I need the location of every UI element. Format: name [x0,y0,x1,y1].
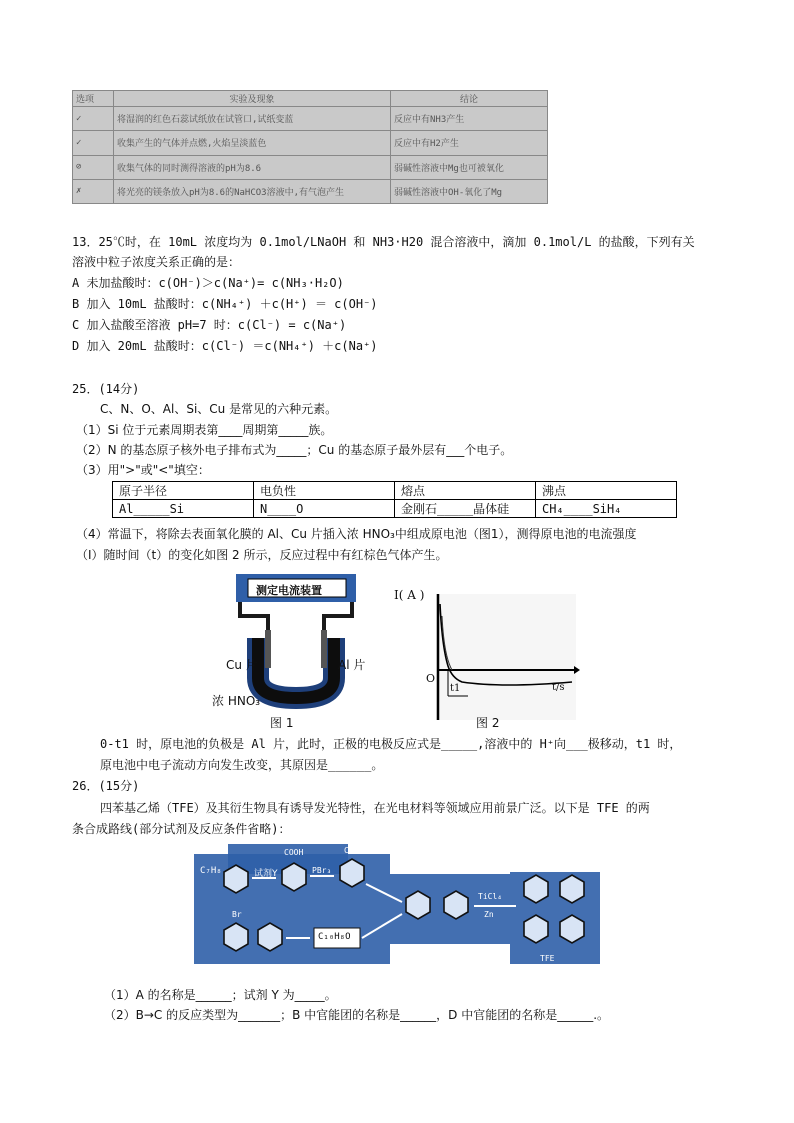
q25-part3: （3）用">"或"<"填空： [76,463,210,477]
prop-header-boiling: 沸点 [536,482,677,500]
scheme-c10h8o: C₁₀H₈O [318,932,351,942]
scheme-pbr3: PBr₃ [312,866,332,875]
fig1-cu-label: Cu 片 [226,658,258,672]
q13-option-b: B 加入 10mL 盐酸时：c(NH₄⁺) ＋c(H⁺) ＝ c(OH⁻) [72,297,378,311]
fig2-y-label: I( A ) [394,588,425,602]
q25-intro: C、N、O、Al、Si、Cu 是常见的六种元素。 [100,402,338,416]
q13-stem-line1: 13．25℃时，在 10mL 浓度均为 0.1mol/LNaOH 和 NH3·H20 混合溶液中，滴加 0.1mol/L 的盐酸，下列有关 [72,235,695,249]
scheme-ticl4: TiCl₄ [478,892,503,901]
scan-cell: 将湿润的红色石蕊试纸放在试管口,试纸变蓝 [114,107,391,131]
scheme-zn: Zn [484,910,494,919]
q25-heading: 25．(14分) [72,382,140,396]
prop-header-electronegativity: 电负性 [254,482,395,500]
scanned-experiment-table [72,90,548,204]
figure-2-current-graph [392,586,580,728]
prop-cell-radius: Al_____Si [113,500,254,518]
prop-header-melting: 熔点 [395,482,536,500]
fig1-al-label: Al 片 [338,658,366,672]
fig1-device-label: 测定电流装置 [256,584,322,597]
scan-cell: 反应中有NH3产生 [391,107,548,131]
synthesis-scheme-icon [194,844,602,972]
scheme-tfe: TFE [540,954,555,963]
fig2-caption: 图 2 [476,716,500,730]
q26-sub2: （2）B→C 的反应类型为_______；B 中官能团的名称是______，D 中官能团的名称是______.。 [104,1008,610,1022]
scan-cell: 收集气体的同时测得溶液的pH为8.6 [114,155,391,179]
scheme-reagent-y: 试剂Y [254,869,278,879]
scan-header-experiment: 实验及现象 [114,91,391,107]
prop-header-radius: 原子半径 [113,482,254,500]
scan-option-mark-icon: ✓ [73,107,114,131]
q26-sub1: （1）A 的名称是______；试剂 Y 为_____。 [104,988,337,1002]
fig2-origin: O [426,672,436,685]
q25-part1: （1）Si 位于元素周期表第____周期第_____族。 [76,423,333,437]
prop-cell-boiling: CH₄____SiH₄ [536,500,677,518]
q26-heading: 26．(15分) [72,779,140,793]
q26-line1: 四苯基乙烯（TFE）及其衍生物具有诱导发光特性，在光电材料等领域应用前景广泛。以下是 TFE 的两 [100,801,650,815]
q26-line2: 条合成路线(部分试剂及反应条件省略)： [72,822,291,836]
fig1-acid-label: 浓 HNO₃ [212,694,261,708]
q25-part4-line2: （I）随时间（t）的变化如图 2 所示，反应过程中有红棕色气体产生。 [76,548,448,562]
fig1-caption: 图 1 [270,716,294,730]
scheme-br: Br [232,910,242,919]
scheme-start: C₇H₈ [200,866,222,876]
scan-header-option: 选项 [73,91,114,107]
scan-cell: 收集产生的气体并点燃,火焰呈淡蓝色 [114,131,391,155]
q25-part2: （2）N 的基态原子核外电子排布式为_____；Cu 的基态原子最外层有___个电子。 [76,443,513,457]
scheme-cobr: COBr [344,846,364,855]
q25-part5-line2: 原电池中电子流动方向发生改变，其原因是______。 [100,758,384,772]
prop-cell-electronegativity: N____O [254,500,395,518]
q25-part4-line1: （4）常温下，将除去表面氧化膜的 Al、Cu 片插入浓 HNO₃中组成原电池（图1），测得原电池的电流强度 [76,527,637,541]
q13-option-c: C 加入盐酸至溶液 pH=7 时：c(Cl⁻) = c(Na⁺) [72,318,347,332]
q13-stem-line2: 溶液中粒子浓度关系正确的是： [72,255,241,269]
scan-option-mark-icon: ✗ [73,179,114,203]
q25-part5-line1: 0-t1 时，原电池的负极是 Al 片，此时，正极的电极反应式是_____,溶液中的 H⁺向___极移动，t1 时， [100,737,682,751]
prop-cell-melting: 金刚石_____晶体硅 [395,500,536,518]
property-comparison-table [112,481,677,518]
scan-option-mark-icon: ✓ [73,131,114,155]
scheme-cooh: COOH [284,848,304,857]
scan-cell: 反应中有H2产生 [391,131,548,155]
fig2-x-label: t/s [552,682,565,693]
fig2-t1: t1 [450,683,461,694]
synthesis-route-scheme [194,844,602,972]
scan-cell: 弱碱性溶液中OH-氧化了Mg [391,179,548,203]
scan-header-conclusion: 结论 [391,91,548,107]
scan-cell: 将光亮的镁条放入pH为8.6的NaHCO3溶液中,有气泡产生 [114,179,391,203]
current-time-graph-icon [392,586,580,728]
q13-option-a: A 未加盐酸时：c(OH⁻)＞c(Na⁺)= c(NH₃·H₂O) [72,276,344,290]
scan-cell: 弱碱性溶液中Mg也可被氧化 [391,155,548,179]
q13-option-d: D 加入 20mL 盐酸时：c(Cl⁻) ＝c(NH₄⁺) ＋c(Na⁺) [72,339,378,353]
figure-1-cell-apparatus [212,568,378,730]
scan-option-mark-icon: ⊘ [73,155,114,179]
